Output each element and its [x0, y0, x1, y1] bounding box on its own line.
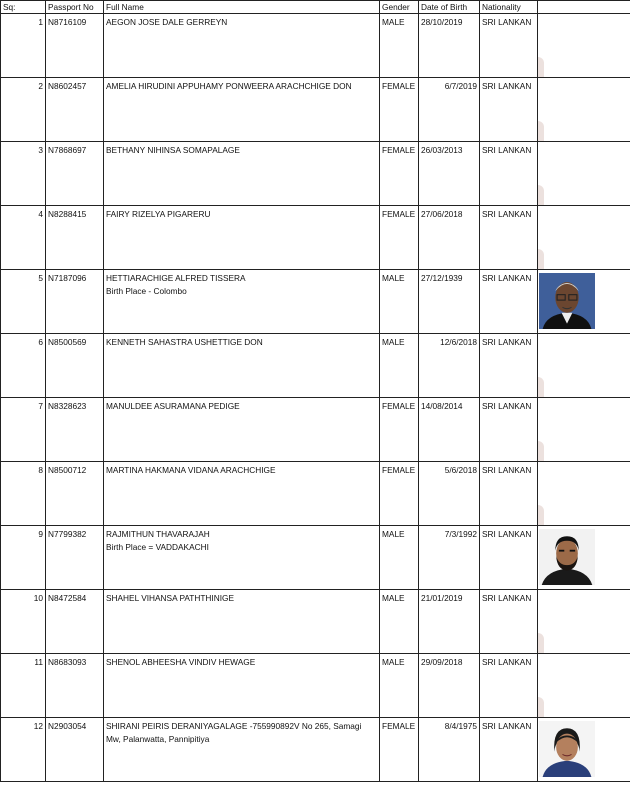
cell-date-of-birth: 12/6/2018 — [419, 334, 480, 398]
full-name-extra: Birth Place - Colombo — [106, 286, 187, 296]
cell-sq: 1 — [1, 14, 46, 78]
cell-passport-no: N8683093 — [46, 654, 104, 718]
cell-date-of-birth: 26/03/2013 — [419, 142, 480, 206]
cell-full-name — [104, 526, 380, 590]
cell-date-of-birth: 6/7/2019 — [419, 78, 480, 142]
cell-full-name — [104, 334, 380, 398]
cell-gender: MALE — [380, 654, 419, 718]
cell-date-of-birth: 28/10/2019 — [419, 14, 480, 78]
table-row — [1, 14, 630, 78]
full-name-text: AEGON JOSE DALE GERREYN — [106, 17, 228, 27]
cell-full-name — [104, 590, 380, 654]
cell-nationality: SRI LANKAN — [480, 718, 538, 782]
header-full-name: Full Name — [104, 1, 380, 14]
full-name-text: SHENOL ABHEESHA VINDIV HEWAGE — [106, 657, 256, 667]
cell-full-name — [104, 398, 380, 462]
redacted-photo — [538, 463, 600, 525]
cell-full-name — [104, 718, 380, 782]
header-date-of-birth: Date of Birth — [419, 1, 480, 14]
header-gender: Gender — [380, 1, 419, 14]
cell-photo — [538, 654, 630, 718]
cell-photo — [538, 718, 630, 782]
cell-full-name — [104, 78, 380, 142]
table-row — [1, 590, 630, 654]
full-name-text: FAIRY RIZELYA PIGARERU — [106, 209, 211, 219]
cell-gender: FEMALE — [380, 206, 419, 270]
cell-sq: 11 — [1, 654, 46, 718]
cell-nationality: SRI LANKAN — [480, 398, 538, 462]
full-name-text: HETTIARACHIGE ALFRED TISSERA — [106, 273, 246, 283]
table-row — [1, 654, 630, 718]
cell-gender: FEMALE — [380, 718, 419, 782]
cell-nationality: SRI LANKAN — [480, 206, 538, 270]
cell-sq: 2 — [1, 78, 46, 142]
header-photo — [538, 1, 630, 14]
cell-full-name — [104, 142, 380, 206]
table-row — [1, 334, 630, 398]
cell-sq: 6 — [1, 334, 46, 398]
cell-passport-no: N8500569 — [46, 334, 104, 398]
cell-nationality: SRI LANKAN — [480, 78, 538, 142]
full-name-text: AMELIA HIRUDINI APPUHAMY PONWEERA ARACHCHIGE DON — [106, 81, 352, 91]
cell-gender: MALE — [380, 526, 419, 590]
redacted-photo — [538, 399, 600, 461]
cell-passport-no: N8500712 — [46, 462, 104, 526]
cell-gender: FEMALE — [380, 462, 419, 526]
cell-photo — [538, 14, 630, 78]
cell-passport-no: N7868697 — [46, 142, 104, 206]
header-sq: Sq: — [1, 1, 46, 14]
full-name-text: KENNETH SAHASTRA USHETTIGE DON — [106, 337, 263, 347]
table-row — [1, 398, 630, 462]
full-name-text: RAJMITHUN THAVARAJAH — [106, 529, 210, 539]
cell-sq: 12 — [1, 718, 46, 782]
cell-nationality: SRI LANKAN — [480, 334, 538, 398]
cell-passport-no: N2903054 — [46, 718, 104, 782]
cell-full-name — [104, 270, 380, 334]
cell-nationality: SRI LANKAN — [480, 270, 538, 334]
cell-nationality: SRI LANKAN — [480, 526, 538, 590]
cell-gender: FEMALE — [380, 398, 419, 462]
cell-nationality: SRI LANKAN — [480, 654, 538, 718]
cell-passport-no: N7799382 — [46, 526, 104, 590]
cell-passport-no: N7187096 — [46, 270, 104, 334]
table-row — [1, 462, 630, 526]
cell-sq: 8 — [1, 462, 46, 526]
cell-passport-no: N8716109 — [46, 14, 104, 78]
cell-date-of-birth: 29/09/2018 — [419, 654, 480, 718]
table-row — [1, 206, 630, 270]
cell-sq: 3 — [1, 142, 46, 206]
full-name-extra: Mw, Palanwatta, Pannipitiya — [106, 734, 210, 744]
cell-sq: 7 — [1, 398, 46, 462]
cell-gender: MALE — [380, 590, 419, 654]
full-name-extra: Birth Place = VADDAKACHI — [106, 542, 209, 552]
cell-full-name — [104, 462, 380, 526]
redacted-photo — [538, 207, 600, 269]
redacted-photo — [538, 655, 600, 717]
cell-nationality: SRI LANKAN — [480, 142, 538, 206]
cell-photo — [538, 462, 630, 526]
cell-sq: 10 — [1, 590, 46, 654]
table-row — [1, 526, 630, 590]
cell-gender: FEMALE — [380, 142, 419, 206]
cell-date-of-birth: 27/12/1939 — [419, 270, 480, 334]
redacted-photo — [538, 15, 600, 77]
cell-nationality: SRI LANKAN — [480, 590, 538, 654]
redacted-photo — [538, 143, 600, 205]
full-name-text: MANULDEE ASURAMANA PEDIGE — [106, 401, 240, 411]
cell-gender: MALE — [380, 14, 419, 78]
cell-date-of-birth: 27/06/2018 — [419, 206, 480, 270]
redacted-photo — [538, 79, 600, 141]
cell-passport-no: N8288415 — [46, 206, 104, 270]
cell-sq: 9 — [1, 526, 46, 590]
cell-passport-no: N8602457 — [46, 78, 104, 142]
cell-date-of-birth: 21/01/2019 — [419, 590, 480, 654]
cell-photo — [538, 526, 630, 590]
redacted-photo — [538, 335, 600, 397]
cell-gender: MALE — [380, 334, 419, 398]
cell-full-name — [104, 14, 380, 78]
cell-sq: 5 — [1, 270, 46, 334]
table-row — [1, 270, 630, 334]
table-row — [1, 718, 630, 782]
cell-photo — [538, 270, 630, 334]
cell-date-of-birth: 8/4/1975 — [419, 718, 480, 782]
header-passport-no: Passport No — [46, 1, 104, 14]
header-row — [1, 1, 630, 14]
cell-photo — [538, 398, 630, 462]
cell-date-of-birth: 14/08/2014 — [419, 398, 480, 462]
cell-nationality: SRI LANKAN — [480, 14, 538, 78]
cell-photo — [538, 590, 630, 654]
cell-gender: MALE — [380, 270, 419, 334]
full-name-text: SHIRANI PEIRIS DERANIYAGALAGE -755990892V No 265, Samagi — [106, 721, 362, 731]
portrait-photo — [538, 719, 600, 781]
table-row — [1, 142, 630, 206]
cell-date-of-birth: 5/6/2018 — [419, 462, 480, 526]
cell-nationality: SRI LANKAN — [480, 462, 538, 526]
cell-date-of-birth: 7/3/1992 — [419, 526, 480, 590]
cell-photo — [538, 206, 630, 270]
cell-photo — [538, 78, 630, 142]
cell-sq: 4 — [1, 206, 46, 270]
redacted-photo — [538, 591, 600, 653]
full-name-text: SHAHEL VIHANSA PATHTHINIGE — [106, 593, 235, 603]
cell-gender: FEMALE — [380, 78, 419, 142]
cell-full-name — [104, 654, 380, 718]
full-name-text: BETHANY NIHINSA SOMAPALAGE — [106, 145, 240, 155]
cell-full-name — [104, 206, 380, 270]
cell-photo — [538, 142, 630, 206]
portrait-photo — [538, 527, 600, 589]
header-nationality: Nationality — [480, 1, 538, 14]
portrait-photo — [538, 271, 600, 333]
cell-photo — [538, 334, 630, 398]
table-row — [1, 78, 630, 142]
cell-passport-no: N8328623 — [46, 398, 104, 462]
full-name-text: MARTINA HAKMANA VIDANA ARACHCHIGE — [106, 465, 276, 475]
cell-passport-no: N8472584 — [46, 590, 104, 654]
